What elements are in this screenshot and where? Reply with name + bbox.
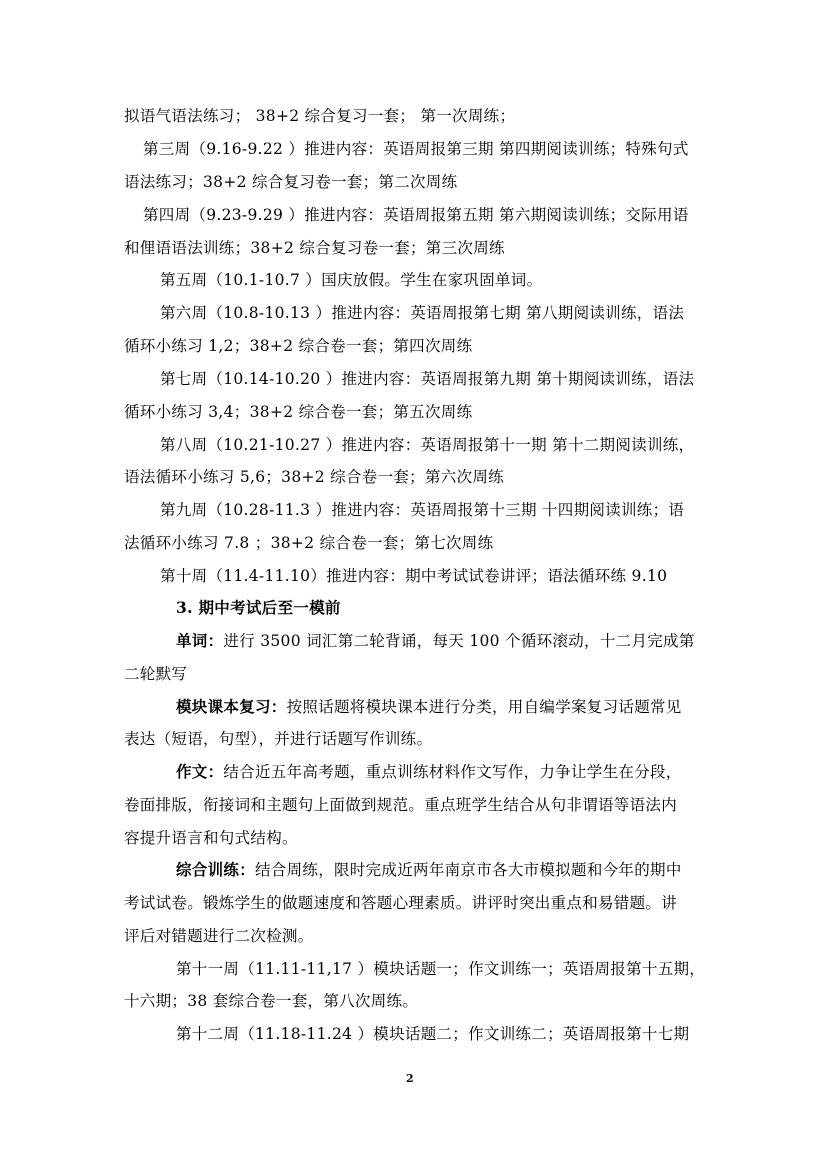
text-line: 第三周（9.16-9.22 ）推进内容：英语周报第三期 第四期阅读训练；特殊句式 [143, 140, 689, 158]
text-line: 第十周（11.4-11.10）推进内容：期中考试试卷讲评；语法循环练 9.10 [160, 567, 668, 585]
text-line: 循环小练习 1,2；38+2 综合卷一套；第四次周练 [124, 337, 473, 355]
text-line: 表达（短语，句型），并进行话题写作训练。 [124, 730, 433, 748]
section-heading: 3. 期中考试后至一模前 [176, 598, 341, 617]
text-line: 卷面排版，衔接词和主题句上面做到规范。重点班学生结合从句非谓语等语法内 [124, 796, 678, 814]
text-line: 法循环小练习 7.8 ；38+2 综合卷一套；第七次周练 [124, 534, 494, 552]
text-line: 模块课本复习：按照话题将模块课本进行分类，用自编学案复习话题常见 [176, 697, 682, 716]
text-line: 单词：进行 3500 词汇第二轮背诵，每天 100 个循环滚动，十二月完成第 [176, 631, 695, 650]
text-line: 语法循环小练习 5,6；38+2 综合卷一套；第六次周练 [124, 468, 504, 486]
text-line: 第十二周（11.18-11.24 ）模块话题二；作文训练二；英语周报第十七期 [176, 1025, 690, 1043]
text-line: 考试试卷。锻炼学生的做题速度和答题心理素质。讲评时突出重点和易错题。讲 [124, 894, 678, 912]
text-line: 循环小练习 3,4；38+2 综合卷一套；第五次周练 [124, 403, 473, 421]
page-number: 2 [406, 1072, 414, 1085]
text-line: 和俚语语法训练；38+2 综合复习卷一套；第三次周练 [124, 239, 505, 257]
text-line: 语法练习；38+2 综合复习卷一套；第二次周练 [124, 173, 458, 191]
text-line: 第八周（10.21-10.27 ）推进内容：英语周报第十一期 第十二期阅读训练， [160, 436, 695, 454]
text-line: 十六期；38 套综合卷一套，第八次周练。 [124, 992, 419, 1010]
text-line: 综合训练：结合周练，限时完成近两年南京市各大市模拟题和今年的期中 [176, 860, 682, 879]
text-line: 第五周（10.1-10.7 ）国庆放假。学生在家巩固单词。 [160, 271, 543, 289]
text-line: 第四周（9.23-9.29 ）推进内容：英语周报第五期 第六期阅读训练；交际用语 [143, 206, 689, 224]
text-line: 二轮默写 [124, 665, 188, 683]
text-line: 作文：结合近五年高考题，重点训练材料作文写作，力争让学生在分段， [176, 762, 682, 781]
text-line: 评后对错题进行二次检测。 [124, 927, 314, 945]
text-line: 第十一周（11.11-11,17 ）模块话题一；作文训练一；英语周报第十五期， [176, 960, 706, 978]
text-line: 第九周（10.28-11.3 ）推进内容：英语周报第十三期 十四期阅读训练；语 [160, 501, 685, 519]
text-line: 第七周（10.14-10.20 ）推进内容：英语周报第九期 第十期阅读训练，语法 [160, 370, 695, 388]
text-line: 拟语气语法练习； 38+2 综合复习一套； 第一次周练； [124, 107, 516, 125]
text-line: 第六周（10.8-10.13 ）推进内容：英语周报第七期 第八期阅读训练，语法 [160, 304, 685, 322]
text-line: 容提升语言和句式结构。 [124, 829, 298, 847]
